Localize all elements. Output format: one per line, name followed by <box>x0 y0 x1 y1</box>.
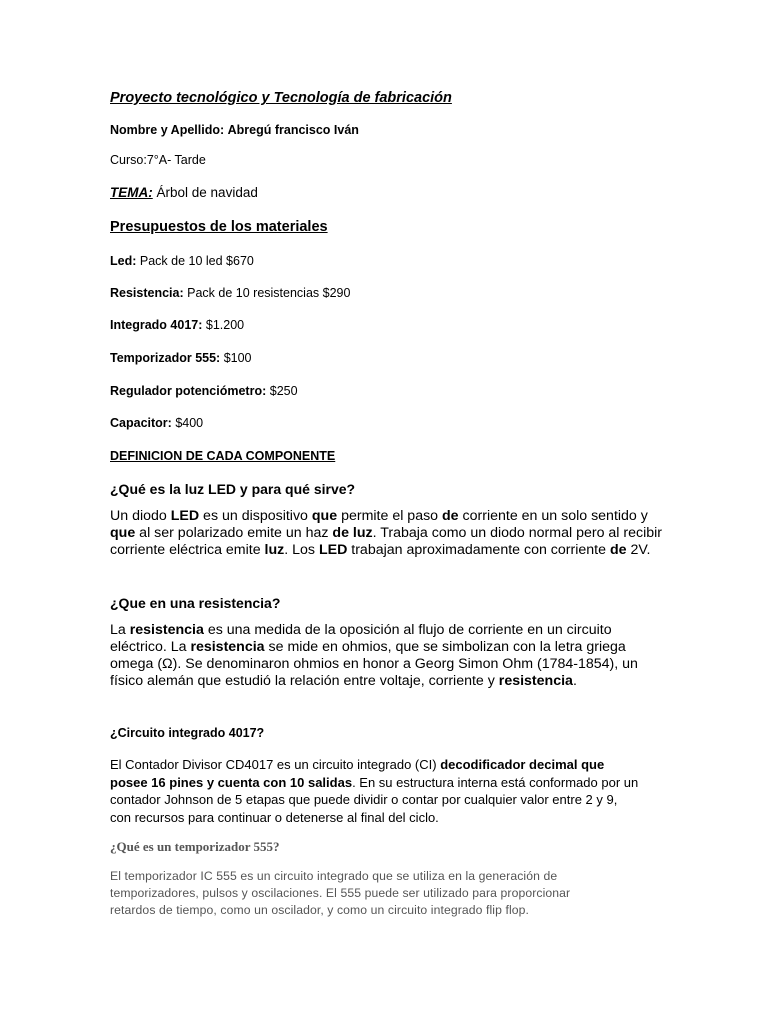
budget-item-value: $250 <box>269 384 298 398</box>
budget-item-value: Pack de 10 resistencias $290 <box>187 286 351 300</box>
budget-item-led <box>110 254 254 268</box>
definitions-heading: DEFINICION DE CADA COMPONENTE <box>110 449 336 463</box>
budget-heading: Presupuestos de los materiales <box>110 219 328 235</box>
budget-item-label: Temporizador 555: <box>110 351 221 365</box>
budget-item-label: Integrado 4017: <box>110 318 203 332</box>
budget-item-label: Led: <box>110 254 137 268</box>
resistencia-question: ¿Que en una resistencia? <box>110 595 281 611</box>
student-name-line <box>110 123 359 137</box>
topic-line <box>110 185 258 200</box>
student-name-value: Abregú francisco Iván <box>227 123 359 137</box>
budget-item-resistencia <box>110 286 350 300</box>
integrado-question: ¿Circuito integrado 4017? <box>110 726 265 740</box>
budget-item-potenciometro <box>110 384 298 398</box>
budget-item-value: $1.200 <box>205 318 245 332</box>
resistencia-paragraph: La resistencia es una medida de la oposición al flujo de corriente en un circuito eléctrico. La resistencia se mide en ohmios, que se simbolizan con la letra griega omega (Ω). Se denominaron ohmios en honor a Georg Simon Ohm (1784-1854), un físico alemán que estudió la relación entre voltaje, corriente y resistencia. <box>110 622 638 689</box>
integrado-paragraph: El Contador Divisor CD4017 es un circuito integrado (CI) decodificador decimal que posee 16 pines y cuenta con 10 salidas. En su estructura interna está conformado por un contador Johnson de 5 etapas que puede dividir o contar por cualquier valor entre 2 y 9, con recursos para continuar o detenerse al final del ciclo. <box>110 757 639 825</box>
student-name-label: Nombre y Apellido: <box>110 123 225 137</box>
topic-label: TEMA: <box>110 185 153 200</box>
budget-item-value: $100 <box>223 351 252 365</box>
led-paragraph: Un diodo LED es un dispositivo que permite el paso de corriente en un solo sentido y que al ser polarizado emite un haz de luz. Trabaja como un diodo normal pero al recibir corriente eléctrica emite luz. Los LED trabajan aproximadamente con corriente de 2V. <box>110 508 663 558</box>
budget-item-temporizador <box>110 351 252 365</box>
budget-item-integrado <box>110 318 244 332</box>
budget-item-label: Resistencia: <box>110 286 184 300</box>
document-title: Proyecto tecnológico y Tecnología de fabricación <box>110 90 452 106</box>
budget-item-capacitor <box>110 416 203 430</box>
budget-item-label: Capacitor: <box>110 416 172 430</box>
course-line: Curso:7°A- Tarde <box>110 153 206 167</box>
budget-item-value: Pack de 10 led $670 <box>139 254 254 268</box>
budget-item-label: Regulador potenciómetro: <box>110 384 267 398</box>
temporizador-question: ¿Qué es un temporizador 555? <box>110 839 280 854</box>
led-question: ¿Qué es la luz LED y para qué sirve? <box>110 481 356 497</box>
temporizador-paragraph: El temporizador IC 555 es un circuito integrado que se utiliza en la generación de temporizadores, pulsos y oscilaciones. El 555 puede ser utilizado para proporcionar retardos de tiempo, como un oscilador, y como un circuito integrado flip flop. <box>110 869 571 917</box>
topic-value: Árbol de navidad <box>156 185 258 200</box>
budget-item-value: $400 <box>175 416 204 430</box>
